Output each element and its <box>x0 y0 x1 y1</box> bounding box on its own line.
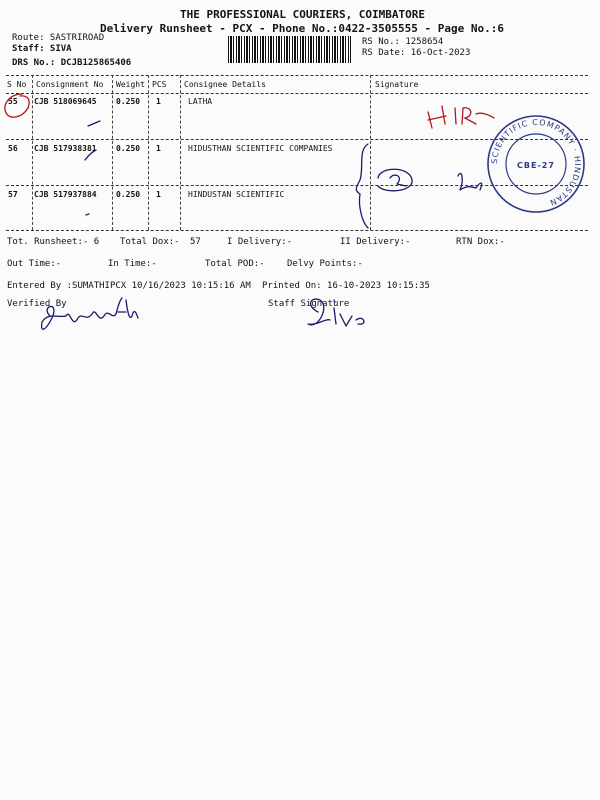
col-consignee: Consignee Details <box>184 80 266 89</box>
table-row-pcs: 1 <box>156 190 161 199</box>
rtn-dox: RTN Dox:- <box>456 237 505 247</box>
circled-two <box>378 169 412 191</box>
printed-on: Printed On: 16-10-2023 10:15:35 <box>262 281 430 291</box>
red-circle-mark <box>5 94 29 117</box>
table-row-sno: 55 <box>8 97 18 106</box>
stamp-code: CBE-27 <box>517 161 555 170</box>
stamp-ring-text: SCIENTIFIC COMPANY · HINDUSTAN <box>489 117 583 208</box>
tick-mark <box>85 150 96 160</box>
sumathi-signature <box>42 298 138 329</box>
table-row-consignee: HINDUSTAN SCIENTIFIC <box>188 190 285 199</box>
runsheet-subtitle: Delivery Runsheet - PCX - Phone No.:0422-3505555 - Page No.:6 <box>100 22 504 35</box>
ii-delivery: II Delivery:- <box>340 237 411 247</box>
col-consignment: Consignment No <box>36 80 104 89</box>
table-row-consignment: CJB 518069645 <box>34 97 97 106</box>
total-runsheet: Tot. Runsheet:- 6 <box>7 237 100 247</box>
delvy-points: Delvy Points:- <box>287 259 363 269</box>
table-row-consignment: CJB 517937884 <box>34 190 97 199</box>
i-delivery: I Delivery:- <box>227 237 293 247</box>
col-pcs: PCS <box>152 80 167 89</box>
table-row-sno: 56 <box>8 144 18 153</box>
table-row-sno: 57 <box>8 190 18 199</box>
in-time: In Time:- <box>108 259 157 269</box>
table-row-consignment: CJB 517938381 <box>34 144 97 153</box>
table-row-pcs: 1 <box>156 97 161 106</box>
tick-mark <box>86 214 89 215</box>
table-row-weight: 0.250 <box>116 97 141 106</box>
col-signature: Signature <box>375 80 419 89</box>
table-row-consignee: HIDUSTHAN SCIENTIFIC COMPANIES <box>188 144 333 153</box>
table-row-weight: 0.250 <box>116 144 141 153</box>
total-dox-label: Total Dox:- <box>120 237 180 247</box>
rs-number: RS No.: 1258654 <box>362 37 444 47</box>
company-name: THE PROFESSIONAL COURIERS, COIMBATORE <box>180 8 426 21</box>
route-label: Route: SASTRIROAD <box>12 33 105 43</box>
company-stamp <box>484 112 588 216</box>
entered-by: Entered By :SUMATHIPCX 10/16/2023 10:15:16 AM <box>7 281 251 291</box>
table-row-weight: 0.250 <box>116 190 141 199</box>
total-dox-value: 57 <box>190 237 201 247</box>
col-weight: Weight <box>116 80 145 89</box>
staff-label: Staff: SIVA <box>12 44 72 54</box>
drs-number: DRS No.: DCJB125865406 <box>12 58 132 68</box>
signature-scribble <box>458 173 482 190</box>
table-row-pcs: 1 <box>156 144 161 153</box>
siva-signature <box>308 299 364 326</box>
brace-mark <box>356 144 368 228</box>
total-pod: Total POD:- <box>205 259 265 269</box>
table-row-consignee: LATHA <box>188 97 213 106</box>
rs-date: RS Date: 16-Oct-2023 <box>362 48 471 58</box>
staff-signature-label: Staff Signature <box>268 299 350 309</box>
tick-mark <box>88 121 100 126</box>
out-time: Out Time:- <box>7 259 62 269</box>
verified-by-label: Verified By <box>7 299 67 309</box>
col-sno: S No <box>7 80 27 89</box>
